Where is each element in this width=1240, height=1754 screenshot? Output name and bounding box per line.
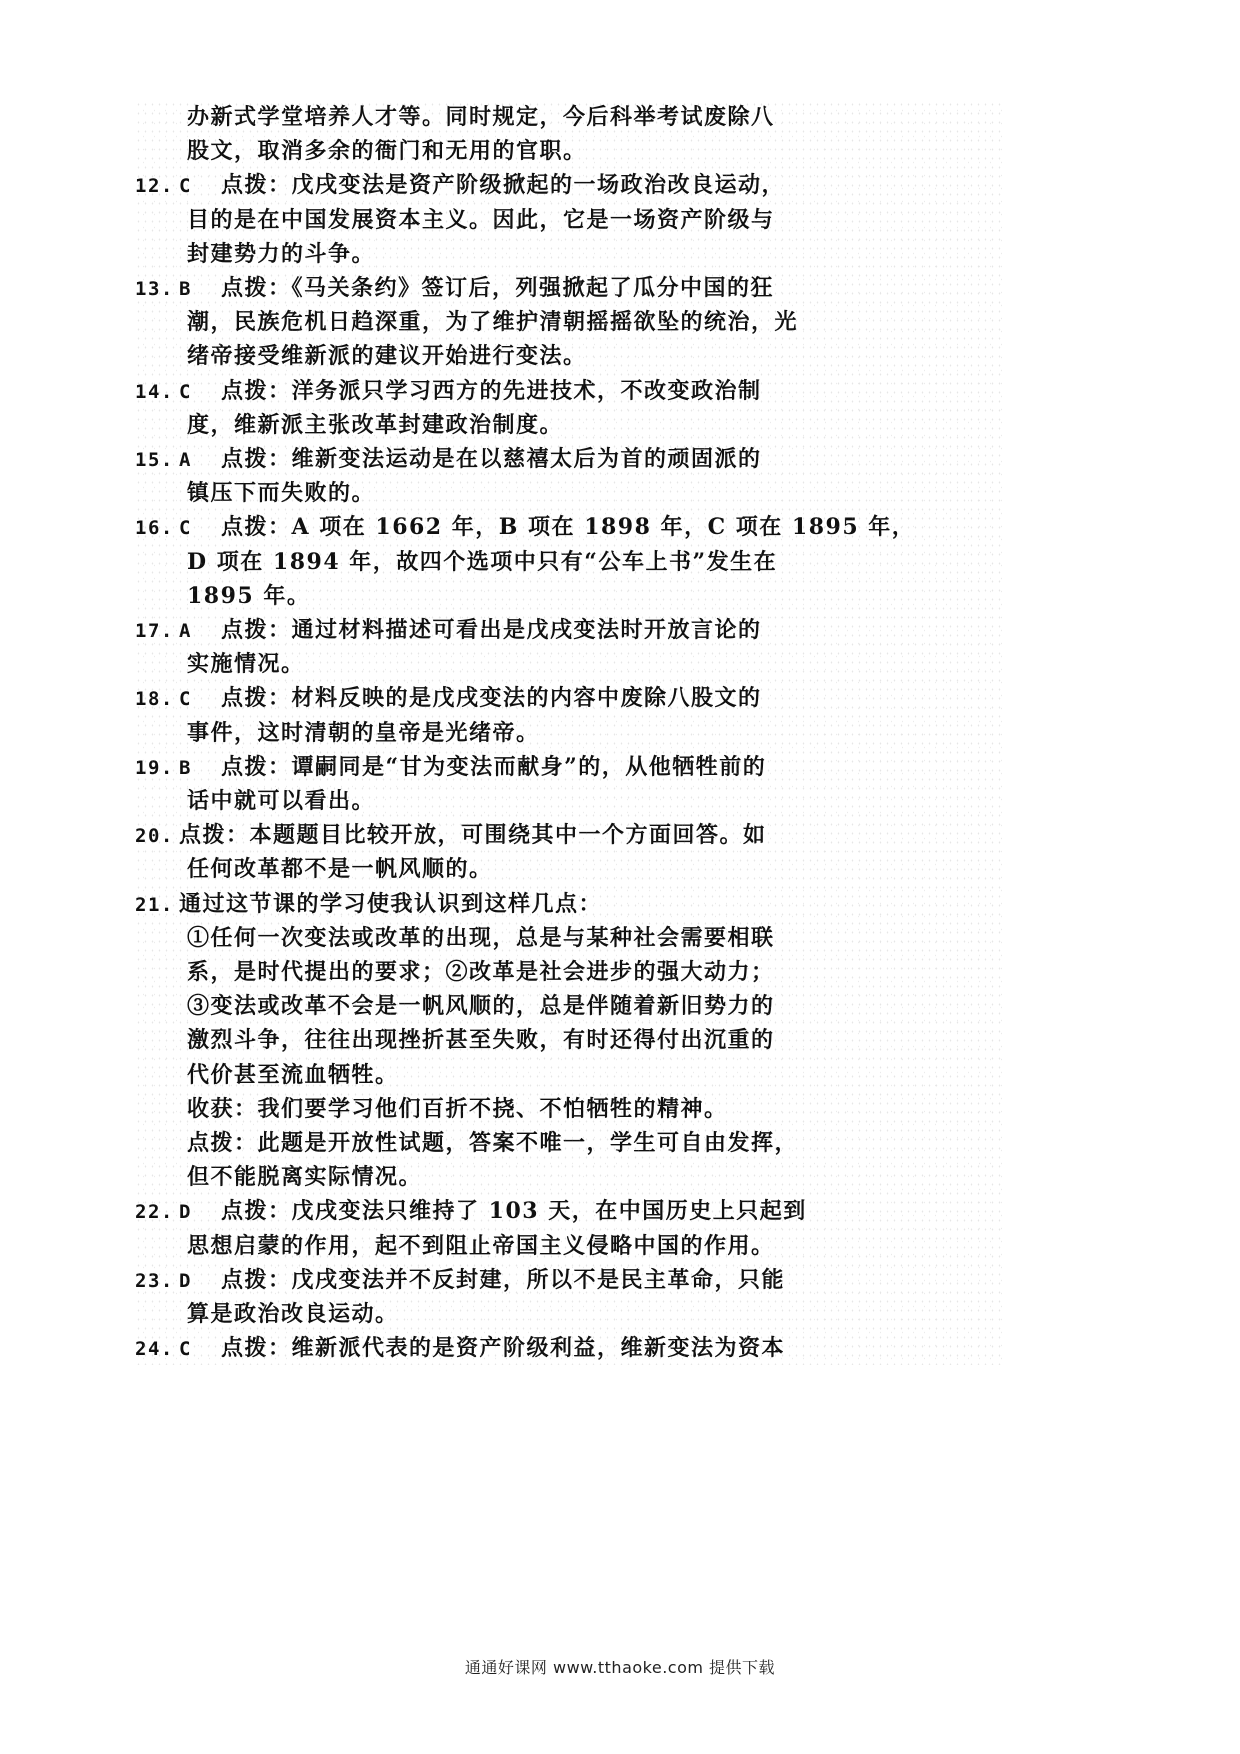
line-text: 点拨：戊戌变法是资产阶级掀起的一场政治改良运动， bbox=[221, 172, 786, 199]
continuation-line bbox=[135, 1126, 1005, 1160]
continuation-line bbox=[135, 408, 1005, 442]
answer-line bbox=[135, 1263, 1005, 1297]
answer-line bbox=[135, 818, 1005, 852]
line-text: 1895 年。 bbox=[187, 582, 311, 609]
continuation-line bbox=[135, 1058, 1005, 1092]
line-text: 点拨：《马关条约》签订后，列强掀起了瓜分中国的狂 bbox=[221, 275, 775, 301]
answer-line bbox=[135, 442, 1005, 476]
answer-choice: B bbox=[179, 756, 192, 779]
question-number: 20. bbox=[135, 825, 174, 848]
line-text: 封建势力的斗争。 bbox=[187, 240, 376, 267]
answer-line bbox=[135, 887, 1005, 921]
scanned-page bbox=[135, 100, 1005, 1365]
answer-choice: C bbox=[179, 1338, 192, 1361]
continuation-line bbox=[135, 647, 1005, 681]
question-number: 21. bbox=[135, 893, 174, 916]
continuation-line bbox=[135, 100, 1005, 134]
answer-line bbox=[135, 681, 1005, 715]
footer-credit: 通通好课网 www.tthaoke.com 提供下载 bbox=[464, 1658, 776, 1677]
continuation-line bbox=[135, 305, 1005, 339]
continuation-line bbox=[135, 1160, 1005, 1194]
line-text: 点拨：此题是开放性试题，答案不唯一，学生可自由发挥， bbox=[187, 1130, 799, 1156]
line-text: 点拨：维新变法运动是在以慈禧太后为首的顽固派的 bbox=[221, 446, 762, 472]
answer-line bbox=[135, 168, 1005, 202]
continuation-line bbox=[135, 545, 1005, 579]
answer-line bbox=[135, 374, 1005, 408]
answer-choice: C bbox=[179, 380, 192, 403]
line-text: 任何改革都不是一帆风顺的。 bbox=[187, 856, 493, 883]
line-text: 点拨：材料反映的是戊戌变法的内容中废除八股文的 bbox=[221, 685, 762, 712]
line-text: 激烈斗争，往往出现挫折甚至失败，有时还得付出沉重的 bbox=[187, 1027, 775, 1054]
question-number: 15. bbox=[135, 449, 174, 471]
question-number: 22. bbox=[135, 1201, 174, 1224]
line-text: 实施情况。 bbox=[187, 651, 305, 678]
answer-choice: A bbox=[179, 449, 192, 471]
continuation-line bbox=[135, 716, 1005, 750]
question-number: 24. bbox=[135, 1338, 174, 1361]
line-text: 但不能脱离实际情况。 bbox=[187, 1164, 423, 1191]
question-number: 14. bbox=[135, 380, 174, 403]
line-text: 点拨：戊戌变法并不反封建，所以不是民主革命，只能 bbox=[221, 1266, 786, 1293]
continuation-line bbox=[135, 339, 1005, 373]
question-number: 13. bbox=[135, 278, 174, 300]
answer-choice: B bbox=[179, 278, 192, 300]
answer-line bbox=[135, 613, 1005, 647]
line-text: 目的是在中国发展资本主义。因此，它是一场资产阶级与 bbox=[187, 206, 775, 233]
answer-line bbox=[135, 1331, 1005, 1365]
continuation-line bbox=[135, 134, 1005, 168]
continuation-line bbox=[135, 1229, 1005, 1263]
line-text: 点拨：洋务派只学习西方的先进技术，不改变政治制 bbox=[221, 377, 762, 404]
line-text: 镇压下而失败的。 bbox=[187, 480, 376, 507]
line-text: 话中就可以看出。 bbox=[187, 788, 376, 814]
continuation-line bbox=[135, 1023, 1005, 1057]
line-text: 股文，取消多余的衙门和无用的官职。 bbox=[187, 138, 587, 165]
line-text: D 项在 1894 年，故四个选项中只有“公车上书”发生在 bbox=[187, 548, 778, 575]
line-text: 点拨：本题题目比较开放，可围绕其中一个方面回答。如 bbox=[179, 822, 767, 849]
answer-choice: C bbox=[179, 688, 192, 711]
continuation-line bbox=[135, 579, 1005, 613]
line-text: 思想启蒙的作用，起不到阻止帝国主义侵略中国的作用。 bbox=[187, 1232, 775, 1259]
question-number: 12. bbox=[135, 175, 174, 198]
continuation-line bbox=[135, 955, 1005, 989]
continuation-line bbox=[135, 476, 1005, 510]
line-text: 潮，民族危机日趋深重，为了维护清朝摇摇欲坠的统治，光 bbox=[187, 309, 799, 336]
line-text: 点拨：维新派代表的是资产阶级利益，维新变法为资本 bbox=[221, 1335, 786, 1362]
line-text: 绪帝接受维新派的建议开始进行变法。 bbox=[187, 343, 587, 370]
answer-line bbox=[135, 510, 1005, 544]
line-text: ①任何一次变法或改革的出现，总是与某种社会需要相联 bbox=[187, 924, 775, 951]
answer-choice: C bbox=[179, 517, 192, 540]
line-text: 点拨：A 项在 1662 年，B 项在 1898 年，C 项在 1895 年， bbox=[221, 514, 916, 541]
question-number: 17. bbox=[135, 620, 174, 642]
line-text: 系，是时代提出的要求；②改革是社会进步的强大动力； bbox=[187, 959, 775, 985]
question-number: 18. bbox=[135, 688, 174, 711]
line-text: 办新式学堂培养人才等。同时规定，今后科举考试废除八 bbox=[187, 104, 775, 130]
question-number: 19. bbox=[135, 756, 174, 779]
line-text: 事件，这时清朝的皇帝是光绪帝。 bbox=[187, 719, 540, 746]
line-text: 度，维新派主张改革封建政治制度。 bbox=[187, 411, 564, 438]
line-text: 通过这节课的学习使我认识到这样几点： bbox=[179, 890, 603, 917]
line-text: 收获：我们要学习他们百折不挠、不怕牺牲的精神。 bbox=[187, 1095, 728, 1122]
continuation-line bbox=[135, 237, 1005, 271]
answer-line bbox=[135, 1194, 1005, 1228]
answer-choice: A bbox=[179, 620, 192, 642]
answer-choice: D bbox=[179, 1269, 192, 1292]
line-text: 代价甚至流血牺牲。 bbox=[187, 1061, 399, 1088]
continuation-line bbox=[135, 1092, 1005, 1126]
answer-choice: D bbox=[179, 1201, 192, 1224]
continuation-line bbox=[135, 1297, 1005, 1331]
answer-choice: C bbox=[179, 175, 192, 198]
continuation-line bbox=[135, 989, 1005, 1023]
continuation-line bbox=[135, 784, 1005, 818]
question-number: 16. bbox=[135, 517, 174, 540]
continuation-line bbox=[135, 921, 1005, 955]
answer-line bbox=[135, 271, 1005, 305]
continuation-line bbox=[135, 852, 1005, 886]
question-number: 23. bbox=[135, 1269, 174, 1292]
line-text: 点拨：戊戌变法只维持了 103 天，在中国历史上只起到 bbox=[221, 1198, 807, 1225]
line-text: ③变法或改革不会是一帆风顺的，总是伴随着新旧势力的 bbox=[187, 993, 775, 1020]
answer-line bbox=[135, 750, 1005, 784]
line-text: 点拨：通过材料描述可看出是戊戌变法时开放言论的 bbox=[221, 617, 762, 643]
continuation-line bbox=[135, 203, 1005, 237]
line-text: 点拨：谭嗣同是“甘为变法而献身”的，从他牺牲前的 bbox=[221, 753, 767, 780]
line-text: 算是政治改良运动。 bbox=[187, 1301, 399, 1327]
